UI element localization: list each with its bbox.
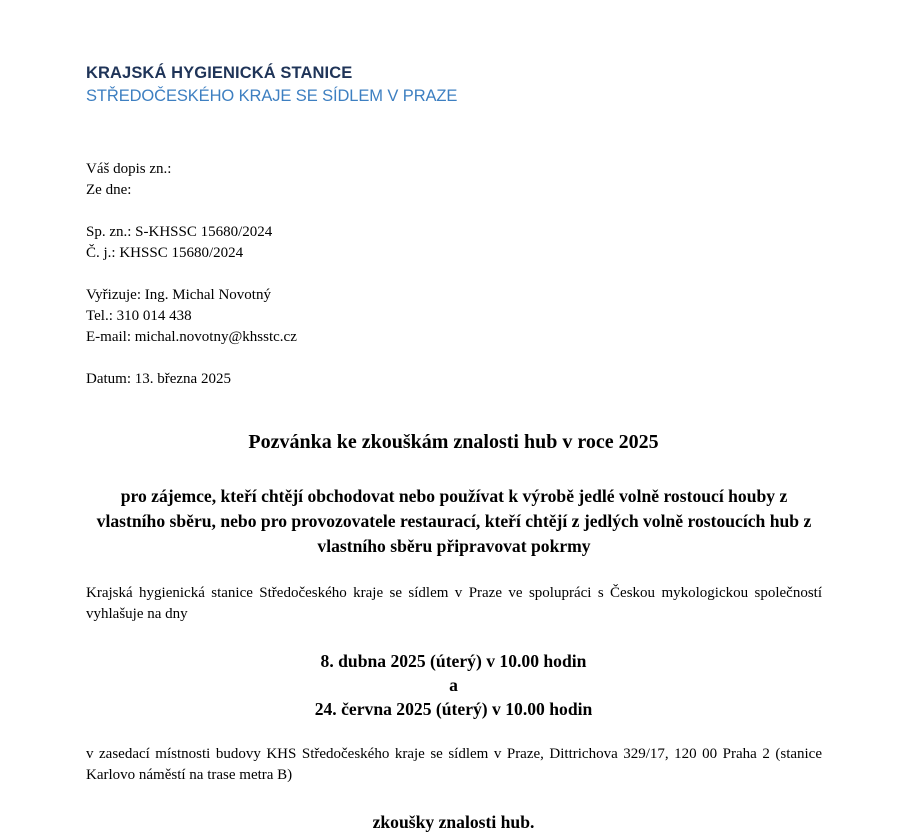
intro-paragraph: Krajská hygienická stanice Středočeského kraje se sídlem v Praze ve spolupráci s Českou mykologickou společností vyhlašuje na dny xyxy=(86,585,822,622)
closing-line: zkoušky znalosti hub. xyxy=(372,812,535,832)
document-title: Pozvánka ke zkouškám znalosti hub v roce 2025 xyxy=(248,431,659,453)
phone: Tel.: 310 014 438 xyxy=(86,308,192,324)
org-name: KRAJSKÁ HYGIENICKÁ STANICE xyxy=(86,64,353,82)
document-subtitle: pro zájemce, kteří chtějí obchodovat nebo používat k výrobě jedlé volně rostoucí houby z vlastního sběru, nebo pro provozovatele restaurací, kteří chtějí z jedlých volně rostoucích hub z vlastního sběru připravovat pokrmy xyxy=(96,486,812,556)
file-number: Sp. zn.: S-KHSSC 15680/2024 xyxy=(86,224,273,240)
org-subtitle: STŘEDOČESKÉHO KRAJE SE SÍDLEM V PRAZE xyxy=(86,87,458,105)
exam-date-conjunction: a xyxy=(449,675,458,695)
from-date: Ze dne: xyxy=(86,182,132,198)
location-paragraph: v zasedací místnosti budovy KHS Středočeského kraje se sídlem v Praze, Dittrichova 329/17, 120 00 Praha 2 (stanice Karlovo náměstí na trase metra B) xyxy=(86,746,822,783)
handled-by: Vyřizuje: Ing. Michal Novotný xyxy=(86,287,271,303)
document-date: Datum: 13. března 2025 xyxy=(86,371,231,387)
email: E-mail: michal.novotny@khsstc.cz xyxy=(86,329,297,345)
reference-number: Č. j.: KHSSC 15680/2024 xyxy=(86,245,244,261)
exam-date-1: 8. dubna 2025 (úterý) v 10.00 hodin xyxy=(320,651,587,671)
exam-date-2: 24. června 2025 (úterý) v 10.00 hodin xyxy=(314,699,593,719)
your-letter-ref: Váš dopis zn.: xyxy=(86,161,172,177)
